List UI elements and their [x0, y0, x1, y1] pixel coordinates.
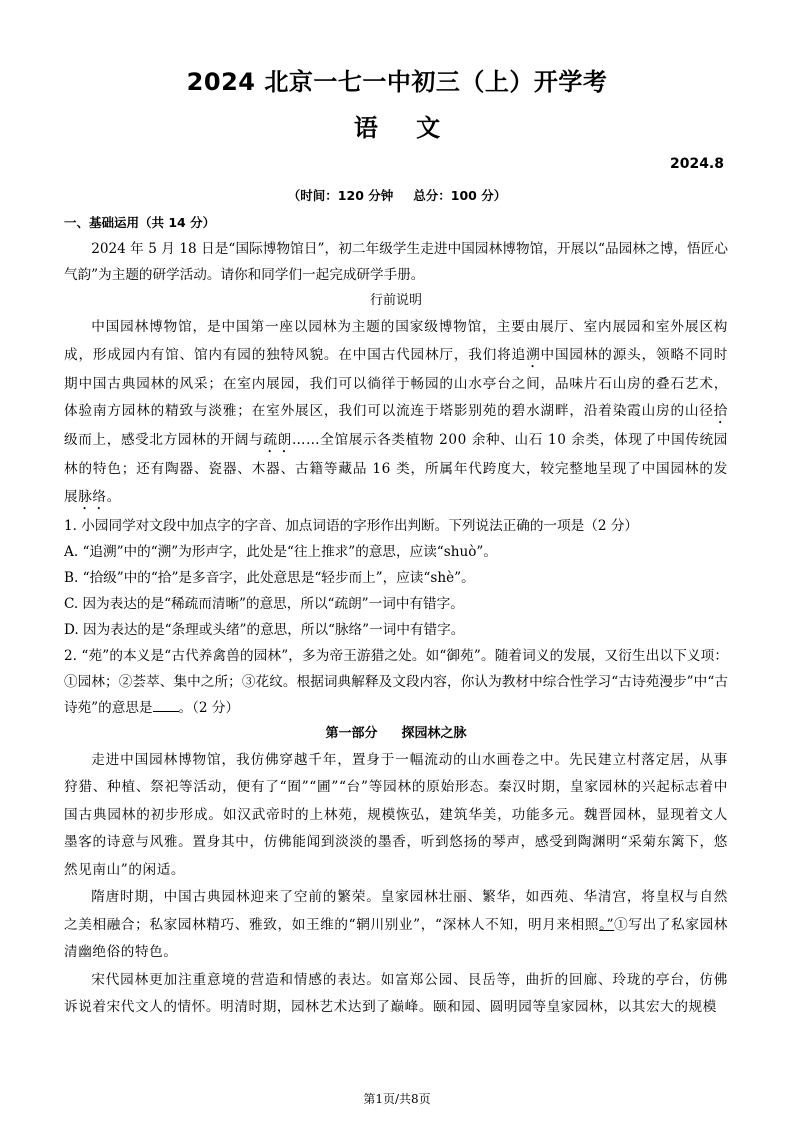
dotted-word-mailuo: 脉络 — [78, 488, 107, 505]
part-1-paragraph-2: 隋唐时期，中国古典园林迎来了空前的繁荣。皇家园林壮丽、繁华，如西苑、华清宫，将皇权与自然之美相融合；私家园林精巧、雅致，如王维的“辋川别业”，“深林人不知，明月来相照。”①写出了私家园林清幽绝俗的特色。 — [64, 889, 728, 960]
section-intro: 2024 年 5 月 18 日是“国际博物馆日”，初二年级学生走进中国园林博物馆，开展以“品园林之博，悟匠心气韵”为主题的研学活动。请你和同学们一起完成研学手册。 — [64, 241, 728, 283]
question-1-option-a: A. “追溯”中的“溯”为形声字，此处是“往上推求”的意思，应读“shuò”。 — [64, 543, 497, 560]
question-1-option-d: D. 因为表达的是“条理或头绪”的意思，所以“脉络”一词中有错字。 — [64, 621, 465, 638]
part-1-heading — [64, 721, 728, 747]
underlined-mark: 。” — [599, 916, 615, 933]
exam-content — [64, 210, 728, 1022]
question-1-stem: 1. 小园同学对文段中加点字的字音、加点词语的字形作出判断。下列说法正确的一项是（2 分） — [64, 517, 639, 534]
exam-title: 2024 北京一七一中初三（上）开学考 — [186, 68, 608, 96]
exam-time: （时间：120 分钟 — [287, 188, 394, 203]
exam-time-score — [0, 186, 794, 204]
answer-blank[interactable] — [153, 697, 179, 712]
part-1-name: 探园林之脉 — [401, 725, 467, 741]
part-1-label: 第一部分 — [325, 725, 378, 741]
dotted-word-shulang: 疏朗 — [263, 432, 292, 448]
dotted-char-shi: 拾 — [713, 403, 728, 419]
subheading-preface: 行前说明 — [369, 293, 422, 308]
part-1-paragraph-3: 宋代园林更加注重意境的营造和情感的表达。如富郑公园、艮岳等，曲折的回廊、玲珑的亭台，仿佛诉说着宋代文人的情怀。明清时期，园林艺术达到了巅峰。颐和园、圆明园等皇家园林，以其宏大的规模 — [64, 971, 728, 1015]
section-heading: 一、基础运用（共 14 分） — [64, 215, 216, 230]
exam-date: 2024.8 — [669, 156, 724, 172]
question-1-option-c: C. 因为表达的是“稀疏而清晰”的意思，所以“疏朗”一词中有错字。 — [64, 595, 464, 612]
museum-passage: 中国园林博物馆，是中国第一座以园林为主题的国家级博物馆，主要由展厅、室内展园和室外展区构成，形成园内有馆、馆内有园的独特风貌。在中国古代园林厅，我们将追溯中国园林的源头，领略不同时期中国古典园林的风采；在室内展园，我们可以徜徉于畅园的山水亭台之间，品味片石山房的叠石艺术，体验南方园林的精致与淡雅；在室外展区，我们可以流连于塔影别苑的碧水湖畔，沿着染霞山房的山径拾级而上，感受北方园林的开阔与疏朗……全馆展示各类植物 200 余种、山石 10 余类，体现了中国传统园林的特色；还有陶器、瓷器、木器、古籍等藏品 16 类，所属年代跨度大，较完整地呈现了中国园林的发展脉络。 — [64, 319, 728, 505]
dotted-char-su: 溯 — [526, 346, 541, 363]
subject-title: 语 文 — [353, 114, 441, 142]
exam-total-score: 总分：100 分） — [413, 188, 507, 203]
page-number: 第1页/共8页 — [363, 1092, 431, 1106]
circled-number-1: ① — [614, 916, 629, 933]
question-2: 2. “苑”的本义是“古代养禽兽的园林”，多为帝王游猎之处。如“御苑”。随着词义的发展，又衍生出以下义项：①园林；②荟萃、集中之所；③花纹。根据词典解释及文段内容，你认为教材中综合性学习“古诗苑漫步”中“古诗苑”的意思是 。（2 分） — [64, 647, 728, 716]
question-1-option-b: B. “拾级”中的“拾”是多音字，此处意思是“轻步而上”，应读“shè”。 — [64, 569, 475, 586]
part-1-paragraph-1: 走进中国园林博物馆，我仿佛穿越千年，置身于一幅流动的山水画卷之中。先民建立村落定居，从事狩猎、种植、祭祀等活动，便有了“囿”“圃”“台”等园林的原始形态。秦汉时期，皇家园林的兴起标志着中国古典园林的初步形成。如汉武帝时的上林苑，规模恢弘，建筑华美，功能多元。魏晋园林，显现着文人墨客的诗意与风雅。置身其中，仿佛能闻到淡淡的墨香，听到悠扬的琴声，感受到陶渊明“采菊东篱下，悠然见南山”的闲适。 — [64, 751, 728, 878]
